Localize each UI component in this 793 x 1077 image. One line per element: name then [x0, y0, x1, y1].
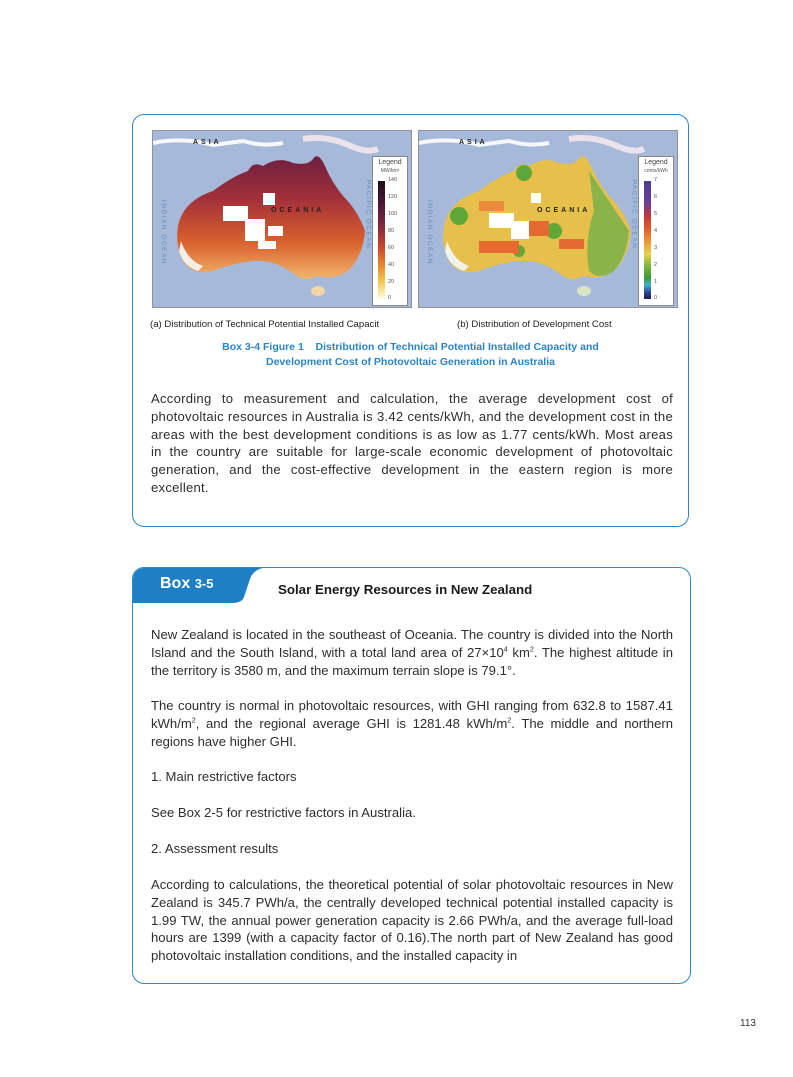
box-3-4-paragraph: According to measurement and calculation, the average development cost of photovoltaic resources in Australia is 3.42 cents/kWh, and the development cost in the areas with the best development conditions is as low as 1.77 cents/kWh. Most areas in the country are suitable for large-scale economic development of photovoltaic generation, and the cost-effective development in the eastern region is more excellent.	[151, 391, 673, 495]
legend-tick: 60	[388, 245, 395, 251]
map-installed-capacity	[152, 130, 412, 308]
legend-tick: 100	[388, 211, 398, 217]
legend-tick: 7	[654, 177, 658, 183]
superscript: 2	[191, 715, 196, 725]
legend-tick: 6	[654, 194, 658, 200]
figure-title	[132, 340, 689, 370]
legend-tick: 3	[654, 245, 658, 251]
legend-title: Legend	[644, 159, 668, 166]
text-run: . The highest altitude in the territory is 3580 m, and the maximum terrain slope is 79.1°.	[151, 644, 674, 678]
figure-title-line-2: Development Cost of Photovoltaic Generation in Australia	[266, 356, 555, 368]
legend-tick: 140	[388, 177, 398, 183]
text-run: The country is normal in photovoltaic resources, with GHI ranging from 632.8 to 1587.41 kWh/m	[151, 698, 673, 731]
legend-title: Legend	[378, 159, 402, 166]
nz-paragraph-3: See Box 2-5 for restrictive factors in Australia.	[151, 805, 416, 820]
label-asia: ASIA	[459, 139, 488, 146]
nz-paragraph-4: According to calculations, the theoretical potential of solar photovoltaic resources in New Zealand is 345.7 PWh/a, the centrally developed technical potential installed capacity is 1.99 TW, the annual power generation capacity is 2.66 PWh/a, and the average full-load hours are 1399 (with a capacity factor of 0.16).The north part of New Zealand has good photovoltaic installation conditions, and the installed capacity in	[151, 877, 673, 964]
label-indian-ocean: INDIAN OCEAN	[159, 200, 167, 265]
superscript: 2	[529, 644, 534, 654]
legend-tick: 80	[388, 228, 395, 234]
legend-tick: 2	[654, 262, 658, 268]
legend-tick: 0	[654, 295, 658, 301]
superscript: 2	[507, 715, 512, 725]
legend-tick: 5	[654, 211, 658, 217]
legend-tick: 1	[654, 279, 658, 285]
page-number: 113	[740, 1018, 756, 1029]
box-label-number: 3-5	[194, 576, 214, 591]
section-heading-restrictive-factors: 1. Main restrictive factors	[151, 769, 297, 784]
nz-paragraph-2	[151, 697, 673, 750]
legend-capacity	[372, 156, 408, 306]
legend-tick: 0	[388, 295, 392, 301]
subcaption-b: (b) Distribution of Development Cost	[457, 319, 612, 330]
legend-tick: 4	[654, 228, 658, 234]
box-3-5-title: Solar Energy Resources in New Zealand	[278, 582, 533, 597]
label-oceania: OCEANIA	[271, 207, 325, 214]
text-run: km	[507, 644, 530, 660]
legend-unit: MW/km²	[380, 168, 400, 174]
legend-tick: 120	[388, 194, 398, 200]
box-label-word: Box	[160, 575, 191, 592]
box-3-5-label	[160, 575, 213, 593]
map-development-cost	[418, 130, 678, 308]
legend-color-bar	[644, 181, 651, 299]
label-indian-ocean: INDIAN OCEAN	[425, 200, 433, 265]
legend-unit: cents/kWh	[644, 168, 668, 174]
legend-tick: 20	[388, 279, 395, 285]
subcaption-a: (a) Distribution of Technical Potential Installed Capacit	[150, 319, 380, 330]
label-oceania: OCEANIA	[537, 207, 591, 214]
superscript: 4	[503, 644, 508, 654]
text-run: , and the regional average GHI is 1281.48 kWh/m	[195, 715, 508, 731]
legend-cost	[638, 156, 674, 306]
legend-color-bar	[378, 181, 385, 299]
text-run: . The middle and northern regions have higher GHI.	[151, 715, 674, 749]
legend-tick: 40	[388, 262, 395, 268]
section-heading-assessment-results: 2. Assessment results	[151, 841, 279, 856]
text-run: New Zealand is located in the southeast of Oceania. The country is divided into the North Island and the South Island, with a total land area of 27×10	[151, 627, 673, 660]
label-pacific-ocean: PACIFIC OCEAN	[630, 179, 638, 250]
label-pacific-ocean: PACIFIC OCEAN	[364, 179, 372, 250]
figure-title-line-1: Box 3-4 Figure 1 Distribution of Technical Potential Installed Capacity and	[222, 341, 599, 353]
label-asia: ASIA	[193, 139, 222, 146]
nz-paragraph-1	[151, 626, 673, 679]
